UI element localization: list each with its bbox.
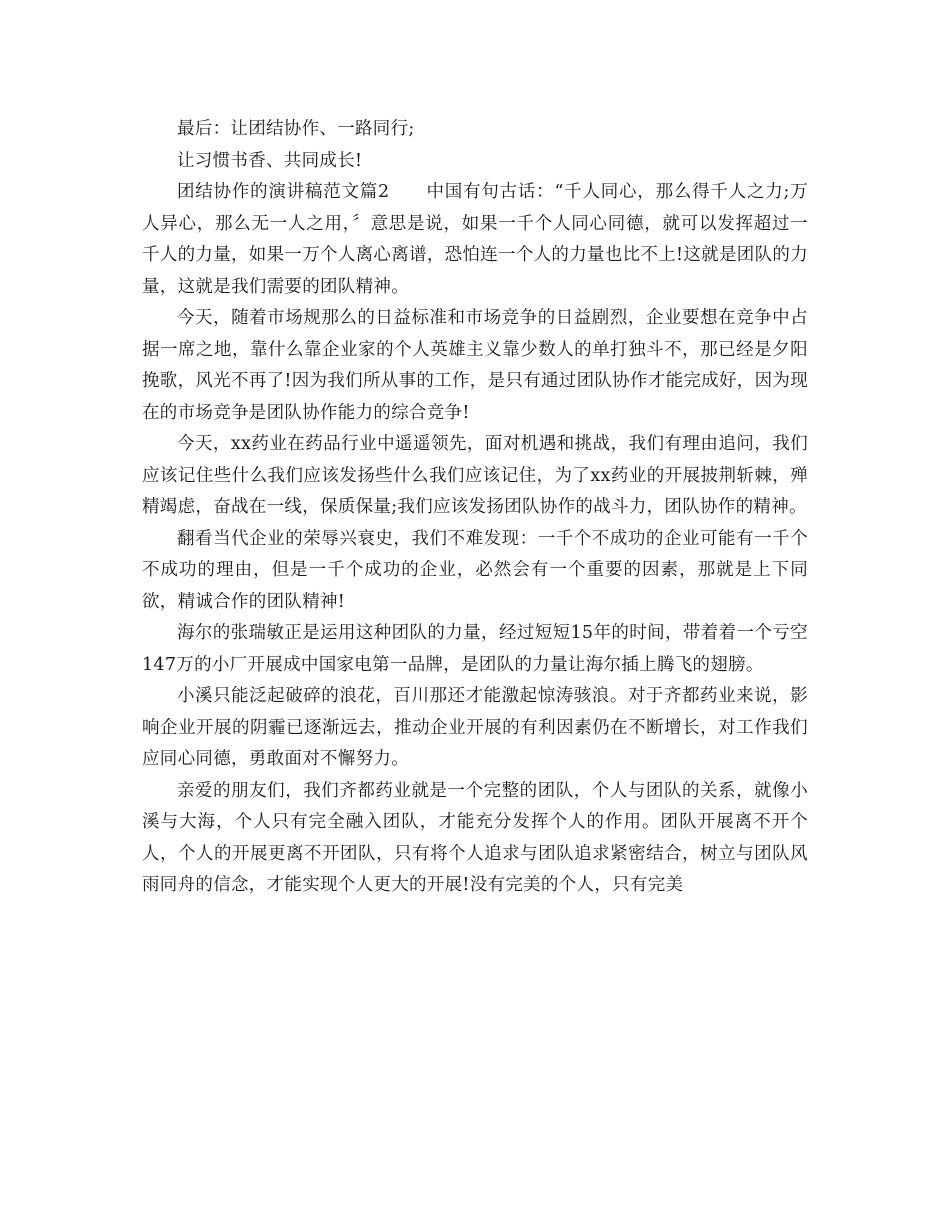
paragraph-market-competition: 今天，随着市场规那么的日益标准和市场竞争的日益剧烈，企业要想在竞争中占据一席之地，靠什么靠企业家的个人英雄主义靠少数人的单打独斗不，那已经是夕阳挽歌，风光不再了!因为我们所从事的工作，是只有通过团队协作才能完成好，因为现在的市场竞争是团队协作能力的综合竞争! [142, 308, 808, 423]
paragraph-haier: 海尔的张瑞敏正是运用这种团队的力量，经过短短15年的时间，带着着一个亏空147万的小厂开展成中国家电第一品牌，是团队的力量让海尔插上腾飞的翅膀。 [142, 623, 808, 675]
document-body [142, 114, 808, 902]
paragraph-slogan: 让习惯书香、共同成长! [177, 150, 363, 171]
paragraph-speech-2-intro: 团结协作的演讲稿范文篇2 中国有句古话：“千人同心，那么得千人之力;万人异心，那么无一人之用，〞意思是说，如果一千个人同心同德，就可以发挥超过一千人的力量，如果一万个人离心离谱，恐怕连一个人的力量也比不上!这就是团队的力量，这就是我们需要的团队精神。 [142, 182, 808, 297]
paragraph-enterprise-history: 翻看当代企业的荣辱兴衰史，我们不难发现：一千个不成功的企业可能有一千个不成功的理由，但是一千个成功的企业，必然会有一个重要的因素，那就是上下同欲，精诚合作的团队精神! [142, 528, 808, 612]
paragraph-qidu-pharma: 小溪只能泛起破碎的浪花，百川那还才能激起惊涛骇浪。对于齐都药业来说，影响企业开展的阴霾已逐渐远去，推动企业开展的有利因素仍在不断增长，对工作我们应同心同德，勇敢面对不懈努力。 [142, 686, 808, 769]
paragraph-dear-friends: 亲爱的朋友们，我们齐都药业就是一个完整的团队，个人与团队的关系，就像小溪与大海，个人只有完全融入团队，才能充分发挥个人的作用。团队开展离不开个人，个人的开展更离不开团队，只有将个人追求与团队追求紧密结合，树立与团队风雨同舟的信念，才能实现个人更大的开展!没有完美的个人，只有完美 [142, 780, 808, 895]
paragraph-xx-pharma: 今天，xx药业在药品行业中遥遥领先，面对机遇和挑战，我们有理由追问，我们应该记住些什么我们应该发扬些什么我们应该记住，为了xx药业的开展披荆斩棘，殚精竭虑，奋战在一线，保质保量;我们应该发扬团队协作的战斗力，团队协作的精神。 [142, 434, 808, 517]
paragraph-closing: 最后：让团结协作、一路同行; [177, 119, 415, 139]
